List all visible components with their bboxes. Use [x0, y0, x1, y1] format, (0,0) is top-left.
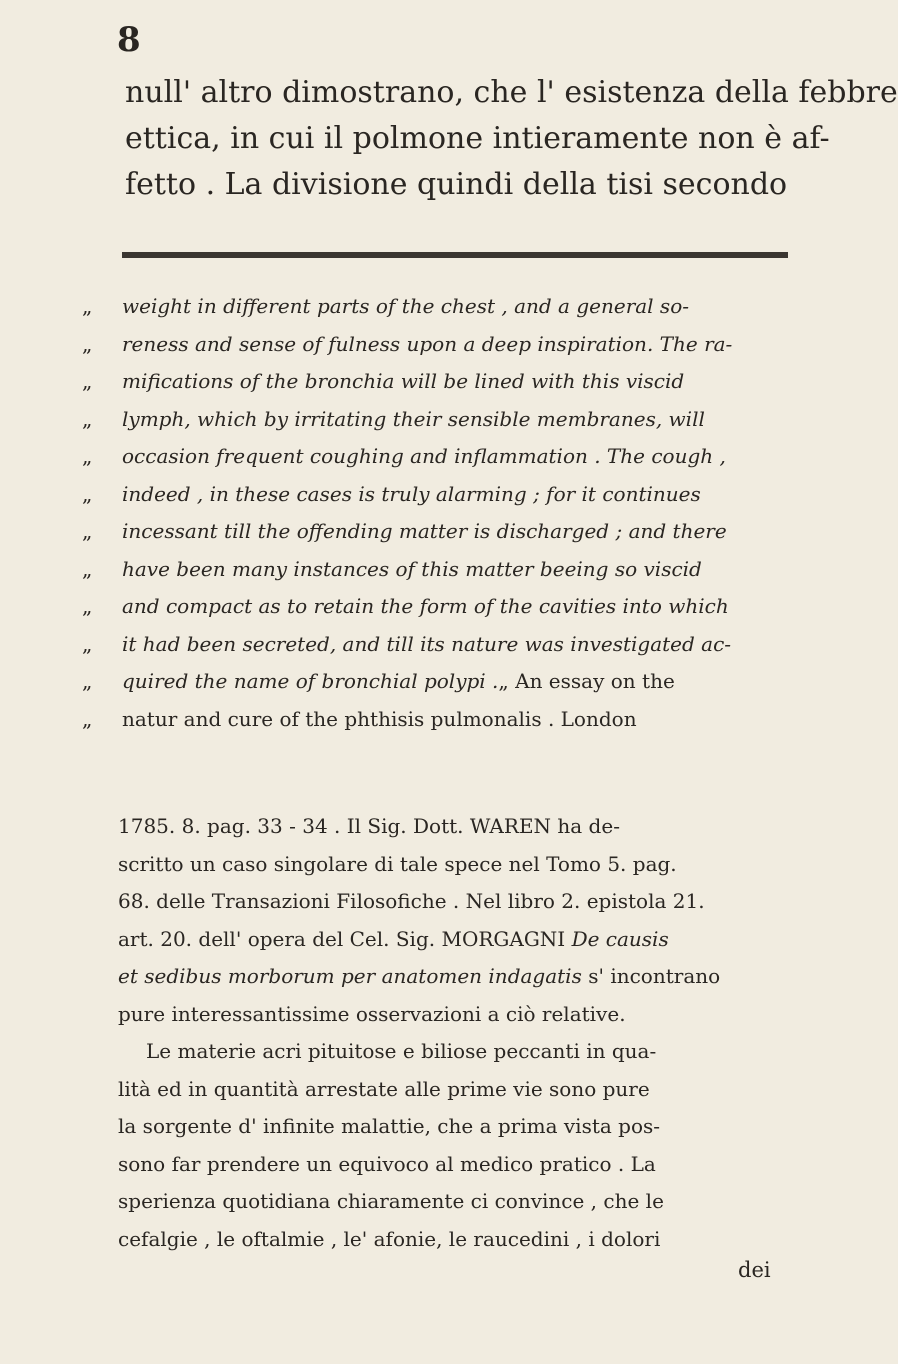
quote-mark: „ — [82, 444, 93, 468]
quote-line — [82, 401, 788, 439]
quote-mark: „ — [82, 706, 93, 731]
quote-line — [82, 438, 788, 476]
text-span: art. 20. dell' opera del Cel. Sig. MORGAGNI — [118, 926, 572, 951]
quote-line — [82, 476, 788, 514]
quote-line — [82, 701, 788, 739]
text-line: lità ed in quantità arrestate alle prime vie sono pure — [118, 1076, 650, 1101]
text-span: s' incontrano — [581, 964, 721, 988]
quote-line — [82, 513, 788, 551]
text-line: scritto un caso singolare di tale spece nel Tomo 5. pag. — [118, 851, 677, 876]
catchword: dei — [738, 1258, 771, 1282]
quote-text: incessant till the offending matter is discharged ; and there — [122, 519, 727, 543]
quote-line — [82, 663, 788, 701]
quote-text: quired the name of bronchial polypi . — [122, 669, 499, 693]
text-line: cefalgie , le oftalmie , le' afonie, le raucedini , i dolori — [118, 1226, 661, 1251]
quote-line — [82, 588, 788, 626]
quote-text: weight in different parts of the chest , and a general so- — [122, 294, 689, 318]
text-line: null' altro dimostrano, che l' esistenza della febbre — [125, 75, 898, 110]
quote-line — [82, 326, 788, 364]
quote-text: it had been secreted, and till its nature was investigated ac- — [122, 631, 732, 656]
quote-line — [82, 363, 788, 401]
quote-mark: „ — [82, 369, 93, 393]
quote-text: lymph, which by irritating their sensible membranes, will — [122, 406, 705, 431]
quote-mark: „ — [82, 631, 93, 656]
body-paragraph — [118, 808, 792, 1258]
quote-text: have been many instances of this matter beeing so viscid — [122, 556, 702, 581]
quote-text: occasion frequent coughing and inflammation . The cough , — [122, 444, 726, 468]
quote-line — [82, 288, 788, 326]
text-line: 68. delle Transazioni Filosofiche . Nel libro 2. epistola 21. — [118, 889, 705, 913]
text-line: pure interessantissime osservazioni a ciò relative. — [118, 1001, 626, 1026]
quote-mark: „ — [82, 519, 93, 543]
text-line: sono far prendere un equivoco al medico pratico . La — [118, 1151, 656, 1176]
italic-title: De causis — [571, 926, 669, 951]
quote-mark: „ — [82, 594, 93, 618]
top-paragraph — [125, 70, 898, 208]
footnote-quote — [82, 288, 788, 738]
text-line: la sorgente d' infinite malattie, che a prima vista pos- — [118, 1114, 661, 1138]
quote-text-roman: natur and cure of the phthisis pulmonalis . London — [122, 706, 637, 731]
quote-text: mifications of the bronchia will be lined with this viscid — [122, 369, 685, 393]
text-line: fetto . La divisione quindi della tisi secondo — [125, 167, 788, 202]
quote-text: and compact as to retain the form of the cavities into which — [122, 594, 729, 618]
text-line: 1785. 8. pag. 33 - 34 . Il Sig. Dott. WAREN ha de- — [118, 814, 620, 838]
quote-text: indeed , in these cases is truly alarming ; for it continues — [122, 481, 701, 506]
quote-text: reness and sense of fulness upon a deep inspiration. The ra- — [122, 331, 733, 356]
text-line: ettica, in cui il polmone intieramente non è af- — [125, 121, 830, 156]
italic-title: et sedibus morborum per anatomen indagatis — [118, 964, 582, 988]
quote-mark: „ — [82, 331, 93, 356]
text-line — [118, 958, 792, 996]
text-line: Le materie acri pituitose e biliose peccanti in qua- — [146, 1039, 657, 1063]
separator-rule — [122, 252, 788, 258]
quote-line — [82, 551, 788, 589]
text-line: sperienza quotidiana chiaramente ci convince , che le — [118, 1189, 664, 1213]
quote-mark: „ — [82, 556, 93, 581]
quote-text-roman: „ An essay on the — [498, 669, 675, 693]
quote-mark: „ — [82, 294, 93, 318]
page-number: 8 — [117, 20, 142, 60]
quote-mark: „ — [82, 669, 93, 693]
quote-mark: „ — [82, 406, 93, 431]
text-line — [118, 921, 792, 959]
quote-line — [82, 626, 788, 664]
quote-mark: „ — [82, 481, 93, 506]
